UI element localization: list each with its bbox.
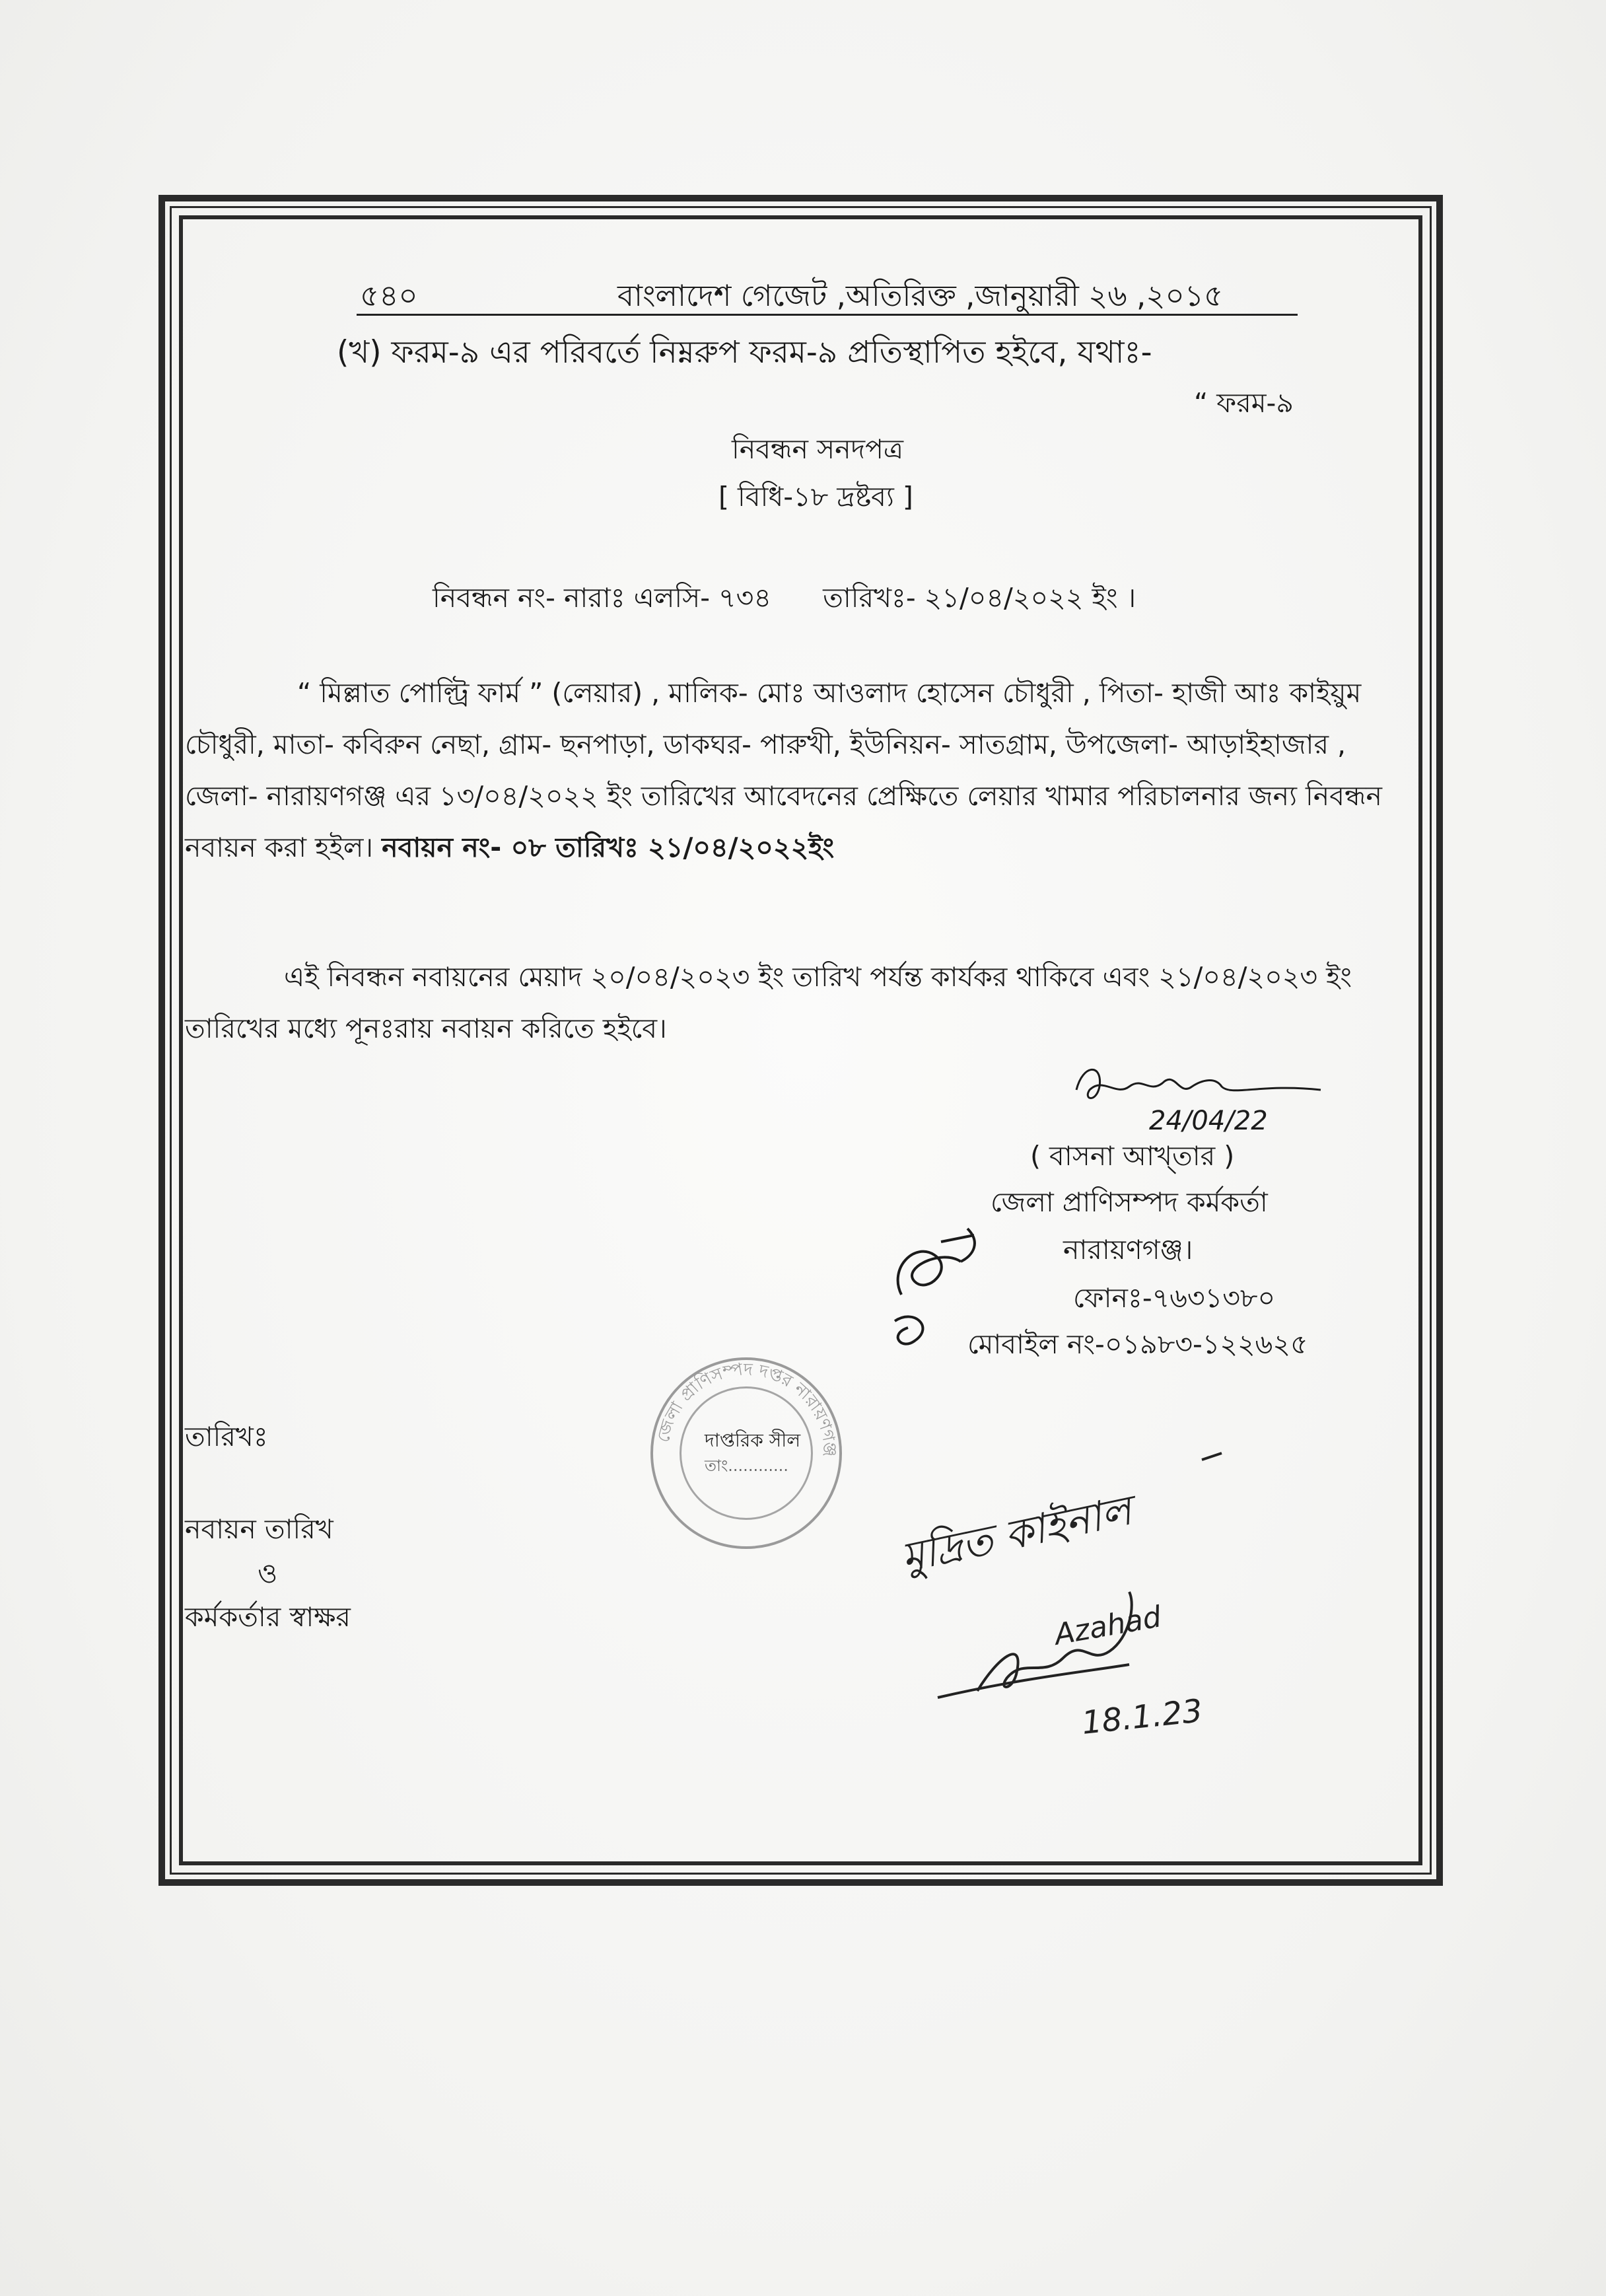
renewal-number: নবায়ন নং- ০৮ তারিখঃ ২১/০৪/২০২২ইং (382, 832, 835, 863)
rule-reference: [ বিধি-১৮ দ্রষ্টব্য ] (718, 481, 913, 513)
paragraph-1-line: চৌধুরী, মাতা- কবিরুন নেছা, গ্রাম- ছনপাড়া, ডাকঘর- পারুখী, ইউনিয়ন- সাতগ্রাম, উপজেলা- আড়াইহাজার , (185, 729, 1346, 760)
official-seal (650, 1357, 842, 1549)
seal-date-field: তাং............ (705, 1456, 788, 1475)
date-label: তারিখঃ (185, 1421, 268, 1453)
handwritten-note: মুদ্রিত কাইনাল (896, 1486, 1136, 1582)
and-label: ও (258, 1558, 278, 1589)
form-label: “ ফরম-৯ (1194, 387, 1294, 419)
paragraph-1-line: “ মিল্লাত পোল্ট্রি ফার্ম ” (লেয়ার) , মালিক- মোঃ আওলাদ হোসেন চৌধুরী , পিতা- হাজী আঃ কাইয়ুম (297, 677, 1362, 709)
seal-ring-text: জেলা প্রাণিসম্পদ দপ্তর নারায়ণগঞ্জ (653, 1360, 839, 1457)
certificate-title: নিবন্ধন সনদপত্র (732, 433, 904, 465)
gazette-page-number: ৫৪০ (360, 278, 418, 313)
officer-designation: জেলা প্রাণিসম্পদ কর্মকর্তা (991, 1186, 1268, 1218)
paragraph-1-line-last (185, 822, 1466, 873)
paragraph-1-line: জেলা- নারায়ণগঞ্জ এর ১৩/০৪/২০২২ ইং তারিখের আবেদনের প্রেক্ষিতে লেয়ার খামার পরিচালনার জন্য নিবন্ধন (185, 780, 1382, 812)
officer-signature-date: 24/04/22 (1149, 1106, 1268, 1136)
handwritten-signature: Azahad (1052, 1600, 1164, 1652)
paragraph-2 (185, 951, 1466, 1054)
renewal-statement: নবায়ন করা হইল। (185, 832, 382, 863)
initial-signature (875, 1215, 994, 1361)
officer-district: নারায়ণগঞ্জ। (1063, 1234, 1193, 1266)
registration-line: নিবন্ধন নং- নারাঃ এলসি- ৭৩৪ তারিখঃ- ২১/০৪/২০২২ ইং । (433, 582, 1136, 614)
paragraph-1 (185, 667, 1466, 873)
paragraph-2-line: এই নিবন্ধন নবায়নের মেয়াদ ২০/০৪/২০২৩ ইং তারিখ পর্যন্ত কার্যকর থাকিবে এবং ২১/০৪/২০২৩ ইং (284, 961, 1352, 993)
seal-label: দাপ্তরিক সীল (705, 1429, 801, 1451)
header-underline (357, 314, 1298, 316)
officer-phone: ফোনঃ-৭৬৩১৩৮০ (1073, 1282, 1276, 1314)
amendment-line: (খ) ফরম-৯ এর পরিবর্তে নিম্নরুপ ফরম-৯ প্রতিস্থাপিত হইবে, যথাঃ- (337, 334, 1152, 371)
officer-signature (1063, 1050, 1341, 1149)
renewal-date-label: নবায়ন তারিখ (185, 1513, 333, 1545)
handwritten-renewal (891, 1440, 1301, 1757)
officer-mobile: মোবাইল নং-০১৯৮৩-১২২৬২৫ (967, 1328, 1308, 1360)
paragraph-2-line: তারিখের মধ্যে পূনঃরায় নবায়ন করিতে হইবে। (185, 1013, 667, 1044)
gazette-header: বাংলাদেশ গেজেট ,অতিরিক্ত ,জানুয়ারী ২৬ ,২০১৫ (617, 278, 1224, 313)
handwritten-date: 18.1.23 (1080, 1692, 1204, 1742)
officer-signature-label: কর্মকর্তার স্বাক্ষর (185, 1601, 351, 1633)
officer-name: ( বাসনা আখ্‌তার ) (1030, 1140, 1235, 1172)
